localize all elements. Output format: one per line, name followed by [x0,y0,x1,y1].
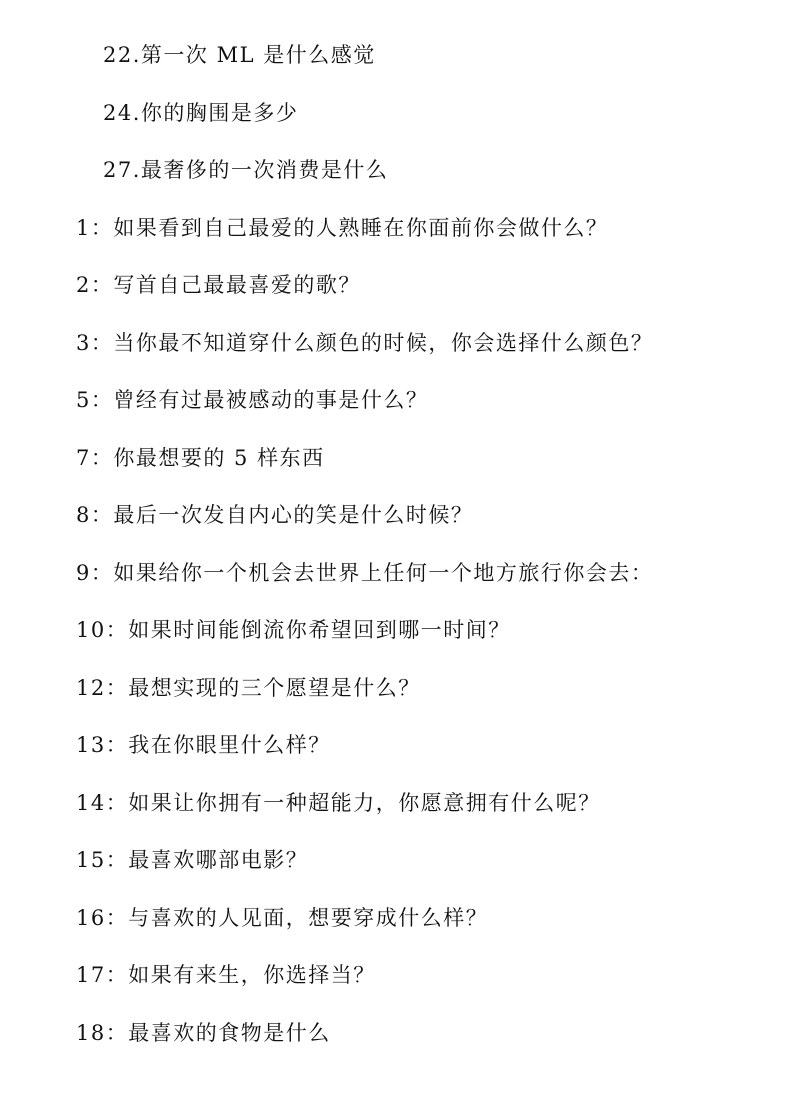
question-line: 16：与喜欢的人见面，想要穿成什么样？ [76,906,489,930]
question-line: 22.第一次 ML 是什么感觉 [103,43,376,67]
question-line: 2：写首自己最最喜爱的歌？ [76,273,361,297]
question-line: 5：曾经有过最被感动的事是什么？ [76,388,429,412]
question-line: 15：最喜欢哪部电影？ [76,848,309,872]
question-line: 18：最喜欢的食物是什么 [76,1021,331,1045]
question-line: 12：最想实现的三个愿望是什么？ [76,676,421,700]
question-line: 3：当你最不知道穿什么颜色的时候，你会选择什么颜色？ [76,331,654,355]
question-line: 10：如果时间能倒流你希望回到哪一时间？ [76,618,511,642]
question-line: 9：如果给你一个机会去世界上任何一个地方旅行你会去： [76,561,654,585]
question-line: 1：如果看到自己最爱的人熟睡在你面前你会做什么？ [76,216,609,240]
question-line: 13：我在你眼里什么样？ [76,733,331,757]
question-line: 27.最奢侈的一次消费是什么 [103,158,389,182]
question-line: 8：最后一次发自内心的笑是什么时候？ [76,503,474,527]
question-line: 17：如果有来生，你选择当？ [76,963,376,987]
question-line: 24.你的胸围是多少 [103,101,299,125]
question-line: 7：你最想要的 5 样东西 [76,446,325,470]
question-line: 14：如果让你拥有一种超能力，你愿意拥有什么呢？ [76,791,601,815]
